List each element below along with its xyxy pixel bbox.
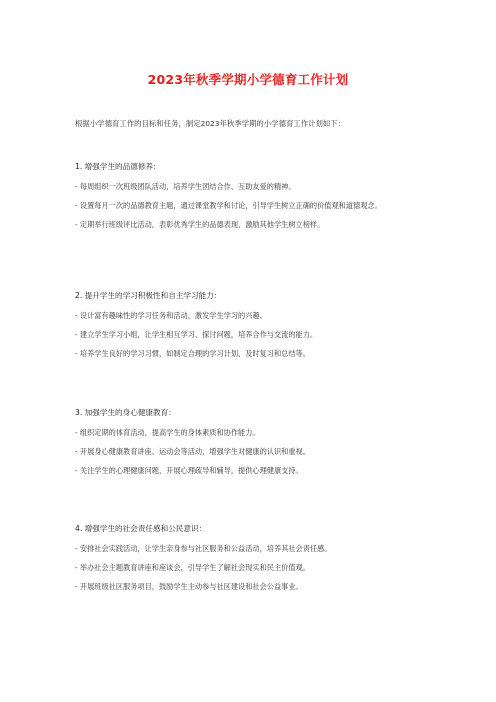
section-heading: 3. 加强学生的身心健康教育： bbox=[75, 408, 176, 417]
list-item: - 开展身心健康教育讲座、运动会等活动，增强学生对健康的认识和重视。 bbox=[75, 447, 310, 456]
section-3 bbox=[75, 407, 435, 484]
list-item: - 培养学生良好的学习习惯，如制定合理的学习计划、及时复习和总结等。 bbox=[75, 349, 310, 358]
section-heading: 4. 增强学生的社会责任感和公民意识： bbox=[75, 524, 207, 533]
list-item: - 定期举行班级评比活动，表彰优秀学生的品德表现，激励其他学生树立榜样。 bbox=[75, 220, 325, 229]
list-item: - 组织定期的体育活动，提高学生的身体素质和协作能力。 bbox=[75, 428, 260, 437]
list-item: - 设计富有趣味性的学习任务和活动，激发学生学习的兴趣。 bbox=[75, 311, 267, 320]
intro-paragraph: 根据小学德育工作的目标和任务，制定2023年秋季学期的小学德育工作计划如下： bbox=[75, 119, 346, 128]
list-item: - 安排社会实践活动，让学生亲身参与社区服务和公益活动，培养其社会责任感。 bbox=[75, 544, 332, 553]
section-heading: 2. 提升学生的学习积极性和自主学习能力： bbox=[75, 291, 222, 300]
section-heading: 1. 增强学生的品德修养： bbox=[75, 162, 161, 171]
list-item: - 举办社会主题教育讲座和座谈会，引导学生了解社会现实和民主价值观。 bbox=[75, 563, 310, 572]
section-4 bbox=[75, 523, 435, 600]
list-item: - 建立学生学习小组，让学生相互学习、探讨问题，培养合作与交流的能力。 bbox=[75, 330, 318, 339]
list-item: - 每周组织一次班级团队活动，培养学生团结合作、互助友爱的精神。 bbox=[75, 182, 296, 191]
list-item: - 关注学生的心理健康问题，开展心理疏导和辅导，提供心理健康支持。 bbox=[75, 466, 303, 475]
list-item: - 开展班级社区服务项目，鼓励学生主动参与社区建设和社会公益事业。 bbox=[75, 582, 303, 591]
section-1 bbox=[75, 161, 435, 238]
section-2 bbox=[75, 290, 435, 367]
document-title: 2023年秋季学期小学德育工作计划 bbox=[147, 72, 349, 87]
list-item: - 设置每月一次的品德教育主题，通过课堂教学和讨论，引导学生树立正确的价值观和道德观念。 bbox=[75, 201, 382, 210]
